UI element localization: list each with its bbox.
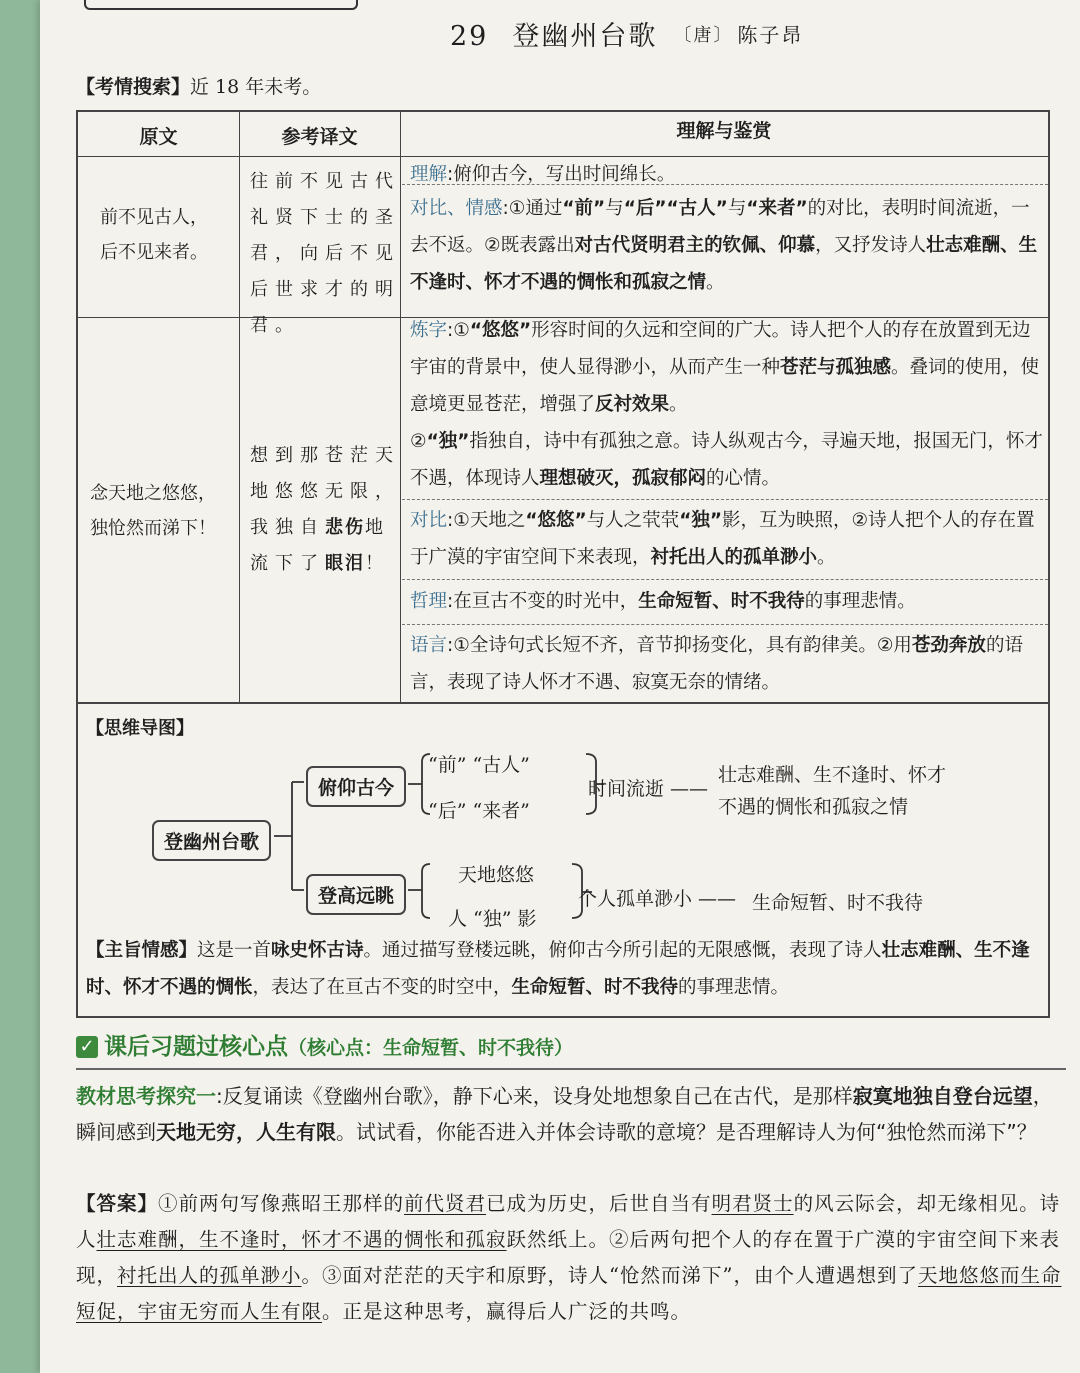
mindmap-section [76, 704, 1050, 1018]
mindmap-text: 生命短暂、时不我待 [752, 892, 924, 914]
original-line-2: 后不见来者。 [100, 242, 208, 263]
note-understanding: 理解:俯仰古今，写出时间绵长。 [410, 164, 676, 185]
note-label: 理解 [410, 164, 448, 185]
mindmap-text: 个人孤单渺小 —— [578, 888, 737, 910]
translation-row2: 想到那苍茫天地悠悠无限，我独自悲伤地流下了眼泪！ [250, 445, 400, 574]
note-philosophy: 哲理:在亘古不变的时光中，生命短暂、时不我待的事理悲情。 [410, 591, 916, 612]
dashed-divider [402, 579, 1048, 580]
dashed-divider [402, 624, 1048, 625]
col-divider-2 [400, 112, 401, 702]
original-row2 [90, 476, 216, 546]
question-label: 教材思考探究一 [76, 1084, 216, 1108]
note-word-choice: 炼字:①“悠悠”形容时间的久远和空间的广大。诗人把个人的存在放置到无边宇宙的背景中，使人显得渺小，从而产生一种苍茫与孤独感。叠词的使用，使意境更显苍茫，增强了反衬效果。 ②“独”指独自，诗中有孤独之意。诗人纵观古今，寻遍天地，报国无门，怀才不遇，体现诗人理想破灭，孤寂郁闷的心情。 [410, 320, 1043, 489]
section-heading [76, 1028, 1066, 1070]
note-contrast: 对比:①天地之“悠悠”与人之茕茕“独”影，互为映照，②诗人把个人的存在置于广漠的宇宙空间下来表现，衬托出人的孤单渺小。 [410, 510, 1035, 568]
dashed-divider [402, 184, 1048, 185]
note-language: 语言:①全诗句式长短不齐，音节抑扬变化，具有韵律美。②用苍劲奔放的语言，表现了诗人怀才不遇、寂寞无奈的情绪。 [410, 635, 1023, 693]
original-line-3: 念天地之悠悠， [90, 483, 216, 504]
exam-info-text: 近 18 年未考。 [190, 76, 322, 98]
header-translation: 参考译文 [281, 126, 358, 148]
theme-summary: 【主旨情感】这是一首咏史怀古诗。通过描写登楼远眺，俯仰古今所引起的无限感慨，表现了诗人壮志难酬、生不逢时、怀才不遇的惆怅，表达了在亘古不变的时空中，生命短暂、时不我待的事理悲情。 [86, 940, 1030, 998]
top-tab-decoration [84, 0, 358, 10]
mindmap-text: 不遇的惆怅和孤寂之情 [718, 796, 909, 818]
mindmap-text: “前” “古人” [428, 754, 530, 776]
exam-info-label: 【考情搜索】 [76, 76, 191, 98]
original-row1 [100, 200, 208, 270]
mindmap-label: 【思维导图】 [86, 718, 194, 739]
textbook-page [40, 0, 1080, 1373]
section-subtitle: （核心点：生命短暂、时不我待） [288, 1037, 574, 1059]
poem-dynasty: 〔唐〕 [673, 25, 734, 46]
mindmap-branch-2: 登高远眺 [306, 874, 406, 915]
mindmap-branch-1: 俯仰古今 [306, 766, 406, 807]
answer-label: 【答案】 [76, 1192, 159, 1215]
header-original: 原文 [139, 126, 178, 148]
poem-author: 陈子昂 [737, 23, 804, 47]
poem-number: 29 [450, 21, 489, 52]
exercise-answer: 【答案】①前两句写像燕昭王那样的前代贤君已成为历史，后世自当有明君贤士的风云际会，却无缘相见。诗人壮志难酬，生不逢时，怀才不遇的惆怅和孤寂跃然纸上。②后两句把个人的存在置于广漠的宇宙空间下来表现，衬托出人的孤单渺小。③面对茫茫的天宇和原野，诗人“怆然而涕下”，由个人遭遇想到了天地悠悠而生命短促，宇宙无穷而人生有限。正是这种思考，赢得后人广泛的共鸣。 [76, 1192, 1062, 1323]
analysis-table [76, 110, 1050, 704]
check-icon: ✓ [76, 1036, 98, 1058]
original-line-1: 前不见古人， [100, 207, 208, 228]
mindmap-text: 时间流逝 —— [588, 778, 709, 800]
note-contrast-emotion: 对比、情感:①通过“前”与“后”“古人”与“来者”的对比，表明时间流逝，一去不返。②既表露出对古代贤明君主的钦佩、仰慕，又抒发诗人壮志难酬、生不逢时、怀才不遇的惆怅和孤寂之情。 [410, 198, 1038, 293]
poem-title [450, 14, 803, 54]
mindmap-root: 登幽州台歌 [152, 820, 271, 861]
dashed-divider [402, 499, 1048, 500]
translation-row1: 往前不见古代礼贤下士的圣君，向后不见后世求才的明君。 [250, 171, 400, 336]
exercise-question: 教材思考探究一:反复诵读《登幽州台歌》，静下心来，设身处地想象自己在古代，是那样寂寞地独自登台远望，瞬间感到天地无穷，人生有限。试试看，你能否进入并体会诗歌的意境？是否理解诗人为何“独怆然而涕下”？ [76, 1084, 1053, 1144]
mindmap-text: 壮志难酬、生不逢时、怀才 [718, 764, 947, 786]
col-divider-1 [239, 112, 240, 702]
original-line-4: 独怆然而涕下！ [90, 518, 216, 539]
poem-name: 登幽州台歌 [512, 21, 658, 52]
mindmap-text: 人 “独” 影 [448, 908, 537, 930]
theme-label: 【主旨情感】 [86, 940, 198, 961]
header-appreciation: 理解与鉴赏 [676, 120, 772, 142]
section-title: 课后习题过核心点 [104, 1034, 288, 1060]
mindmap-text: 天地悠悠 [458, 864, 535, 886]
mindmap-text: “后” “来者” [428, 800, 530, 822]
exam-info [76, 72, 321, 99]
